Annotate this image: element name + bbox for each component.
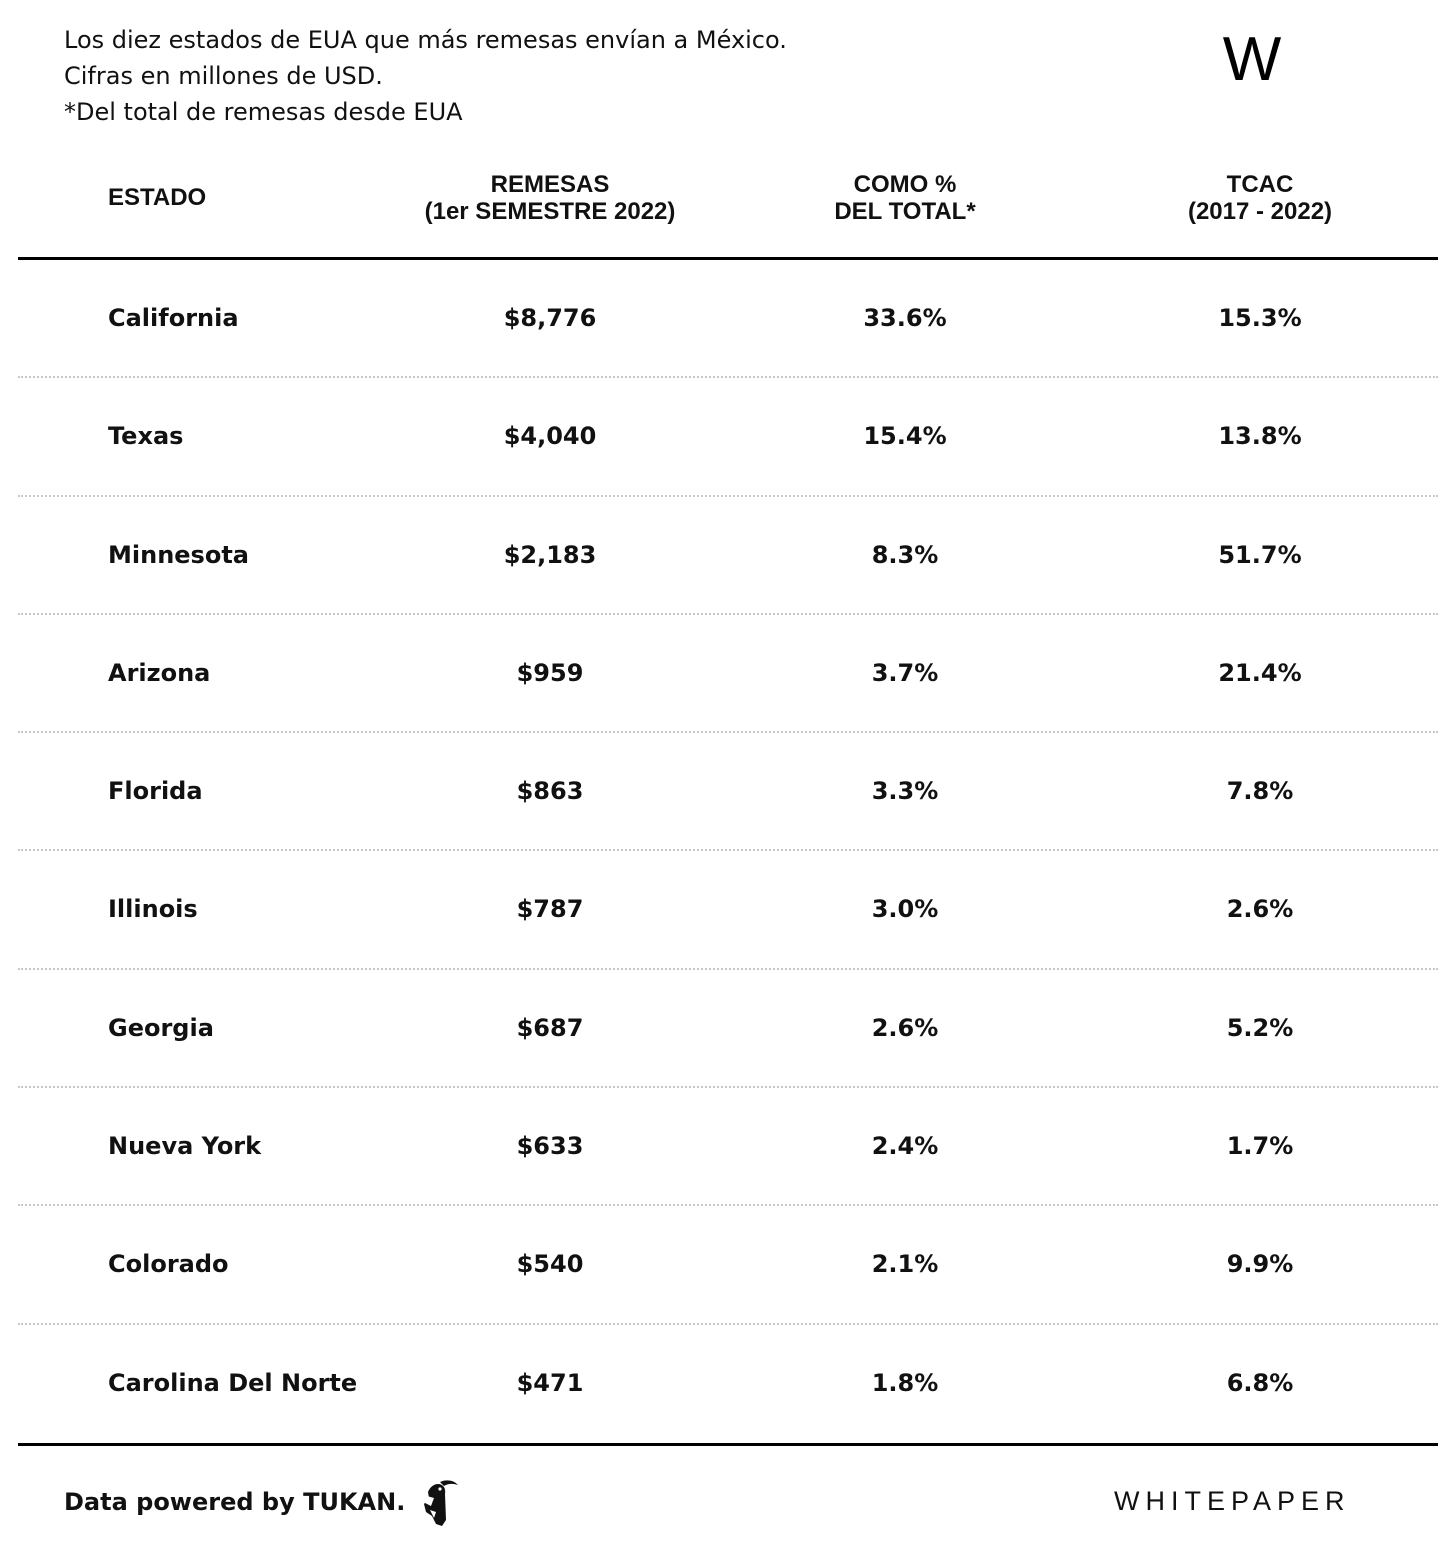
header-notes [64,22,787,130]
cell-tcac: 7.8% [1226,777,1294,806]
cell-pct-total: 1.8% [871,1368,939,1397]
cell-pct-total: 8.3% [871,540,939,569]
cell-estado: Minnesota [108,540,249,569]
cell-estado: Colorado [108,1250,229,1279]
table-row [18,851,1438,969]
cell-pct-total: 3.3% [871,777,939,806]
column-header-pct-total [755,171,1055,225]
cell-remesas: $540 [516,1250,584,1279]
cell-estado: Georgia [108,1013,214,1042]
table-row [18,615,1438,733]
cell-tcac: 21.4% [1218,658,1302,687]
cell-estado: Nueva York [108,1132,262,1161]
cell-remesas: $2,183 [503,540,597,569]
footnote: *Del total de remesas desde EUA [64,98,463,126]
column-header-remesas [400,171,700,225]
table-row [18,733,1438,851]
cell-estado: Arizona [108,658,211,687]
cell-tcac: 6.8% [1226,1368,1294,1397]
cell-pct-total: 3.7% [871,658,939,687]
whitepaper-logo: W [1222,25,1282,94]
units-note: Cifras en millones de USD. [64,62,383,90]
column-header-sublabel: DEL TOTAL* [834,198,976,225]
cell-remesas: $8,776 [503,304,597,332]
table-row [18,1206,1438,1324]
title-line: Los diez estados de EUA que más remesas envían a México. [64,26,787,54]
cell-pct-total: 3.0% [871,895,939,924]
column-header-label: ESTADO [108,184,207,211]
table-row [18,1088,1438,1206]
cell-estado: Texas [108,422,184,451]
data-credit: Data powered by TUKAN. [64,1488,406,1516]
cell-pct-total: 33.6% [863,304,947,332]
table-row [18,970,1438,1088]
table-row [18,260,1438,378]
column-header-label: TCAC [1226,171,1294,198]
cell-remesas: $4,040 [503,422,597,451]
table-row [18,1325,1438,1443]
column-header-tcac [1110,171,1410,225]
cell-remesas: $633 [516,1132,584,1161]
table-body [18,260,1438,1443]
cell-tcac: 51.7% [1218,540,1302,569]
cell-tcac: 2.6% [1226,895,1294,924]
cell-tcac: 1.7% [1226,1132,1294,1161]
cell-pct-total: 2.1% [871,1250,939,1279]
cell-estado: California [108,304,239,332]
cell-tcac: 5.2% [1226,1013,1294,1042]
table-bottom-rule [18,1443,1438,1446]
cell-tcac: 9.9% [1226,1250,1294,1279]
table-row [18,497,1438,615]
cell-remesas: $787 [516,895,584,924]
cell-tcac: 13.8% [1218,422,1302,451]
cell-pct-total: 2.4% [871,1132,939,1161]
cell-estado: Illinois [108,895,198,924]
column-header-label: REMESAS [490,171,610,198]
cell-remesas: $959 [516,658,584,687]
cell-tcac: 15.3% [1218,304,1302,332]
column-header-sublabel: (2017 - 2022) [1187,198,1333,225]
column-header-sublabel: (1er SEMESTRE 2022) [424,198,676,225]
brand-wordmark: WHITEPAPER [1114,1486,1351,1516]
cell-pct-total: 15.4% [863,422,947,451]
table-row [18,378,1438,496]
cell-pct-total: 2.6% [871,1013,939,1042]
cell-estado: Carolina Del Norte [108,1368,358,1397]
cell-remesas: $471 [516,1368,584,1397]
cell-estado: Florida [108,777,203,806]
cell-remesas: $863 [516,777,584,806]
cell-remesas: $687 [516,1013,584,1042]
column-header-label: COMO % [853,171,957,198]
toucan-icon [416,1476,460,1528]
column-header-estado [108,184,206,211]
